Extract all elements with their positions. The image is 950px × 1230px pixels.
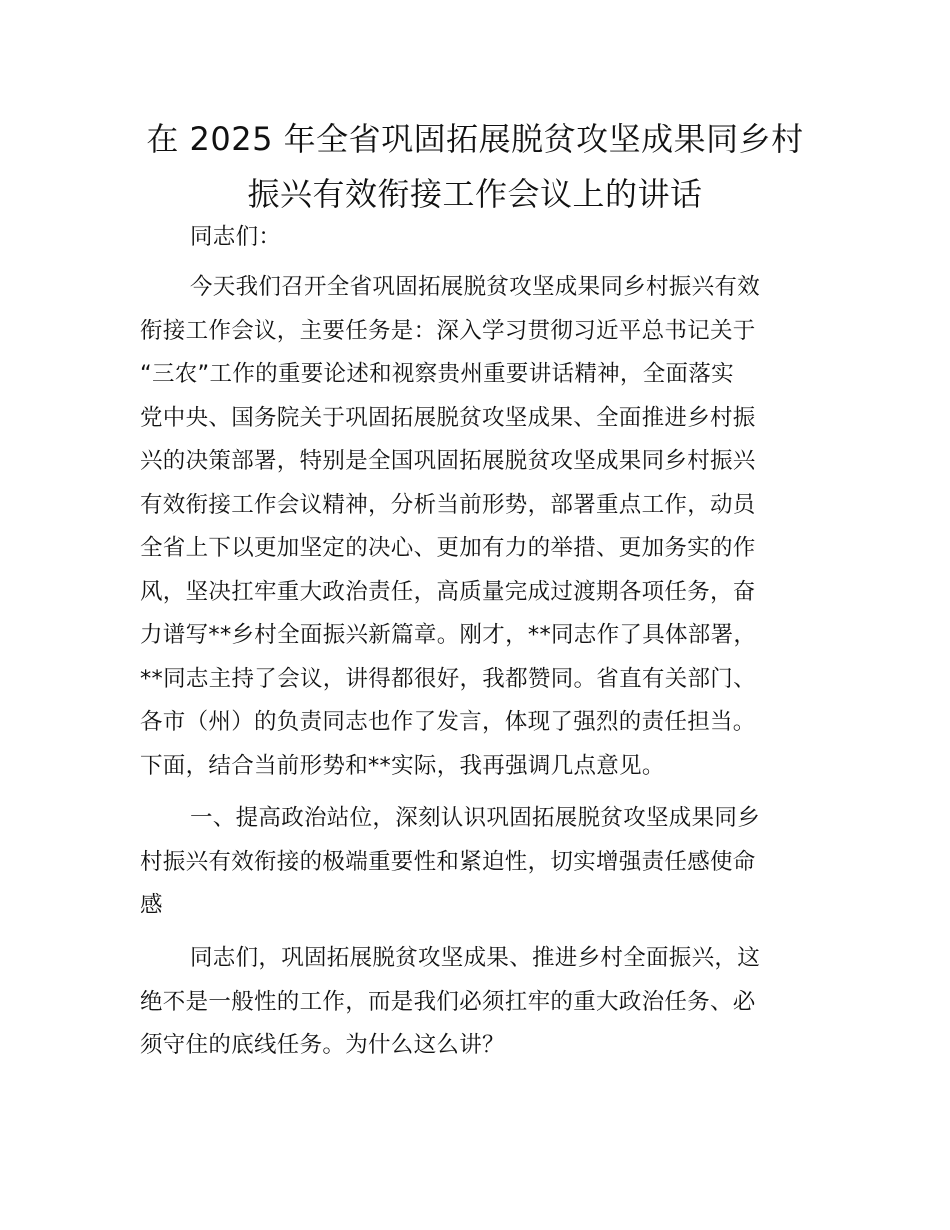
- heading-line: 感: [140, 892, 163, 918]
- paragraph-line: **同志主持了会议，讲得都很好，我都赞同。省直有关部门、: [140, 665, 756, 692]
- paragraph-line: “三农”工作的重要论述和视察贵州重要讲话精神，全面落实: [140, 361, 734, 387]
- heading-line: 一、提高政治站位，深刻认识巩固拓展脱贫攻坚成果同乡: [190, 805, 761, 831]
- paragraph-line: 同志们，巩固拓展脱贫攻坚成果、推进乡村全面振兴，这: [190, 945, 761, 971]
- section-heading-1: [140, 797, 812, 928]
- paragraph-line: 今天我们召开全省巩固拓展脱贫攻坚成果同乡村振兴有效: [190, 274, 761, 300]
- title-line: 在 2025 年全省巩固拓展脱贫攻坚成果同乡村: [146, 120, 804, 158]
- paragraph-line: 须守住的底线任务。为什么这么讲？: [140, 1032, 505, 1058]
- paragraph-line: 风，坚决扛牢重大政治责任，高质量完成过渡期各项任务，奋: [140, 578, 756, 605]
- paragraph-line: 各市（州）的负责同志也作了发言，体现了强烈的责任担当。: [140, 709, 756, 735]
- paragraph-line: 党中央、国务院关于巩固拓展脱贫攻坚成果、全面推进乡村振: [140, 404, 756, 431]
- heading-line: 村振兴有效衔接的极端重要性和紧迫性，切实增强责任感使命: [140, 848, 756, 875]
- paragraph-line: 绝不是一般性的工作，而是我们必须扛牢的重大政治任务、必: [140, 988, 756, 1015]
- title-line: 振兴有效衔接工作会议上的讲话: [247, 175, 703, 213]
- paragraph-line: 兴的决策部署，特别是全国巩固拓展脱贫攻坚成果同乡村振兴: [140, 448, 756, 474]
- paragraph-line: 下面，结合当前形势和**实际，我再强调几点意见。: [140, 752, 665, 779]
- greeting: [140, 216, 812, 260]
- paragraph-2: [140, 937, 812, 1068]
- paragraph-1: [140, 266, 812, 788]
- paragraph-line: 全省上下以更加坚定的决心、更加有力的举措、更加务实的作: [140, 535, 756, 561]
- paragraph-line: 力谱写**乡村全面振兴新篇章。刚才，**同志作了具体部署，: [140, 622, 757, 648]
- paragraph-line: 有效衔接工作会议精神，分析当前形势，部署重点工作，动员: [140, 491, 756, 518]
- greeting-text: 同志们：: [190, 224, 282, 250]
- document-title: [120, 112, 830, 222]
- paragraph-line: 衔接工作会议，主要任务是：深入学习贯彻习近平总书记关于: [140, 317, 756, 344]
